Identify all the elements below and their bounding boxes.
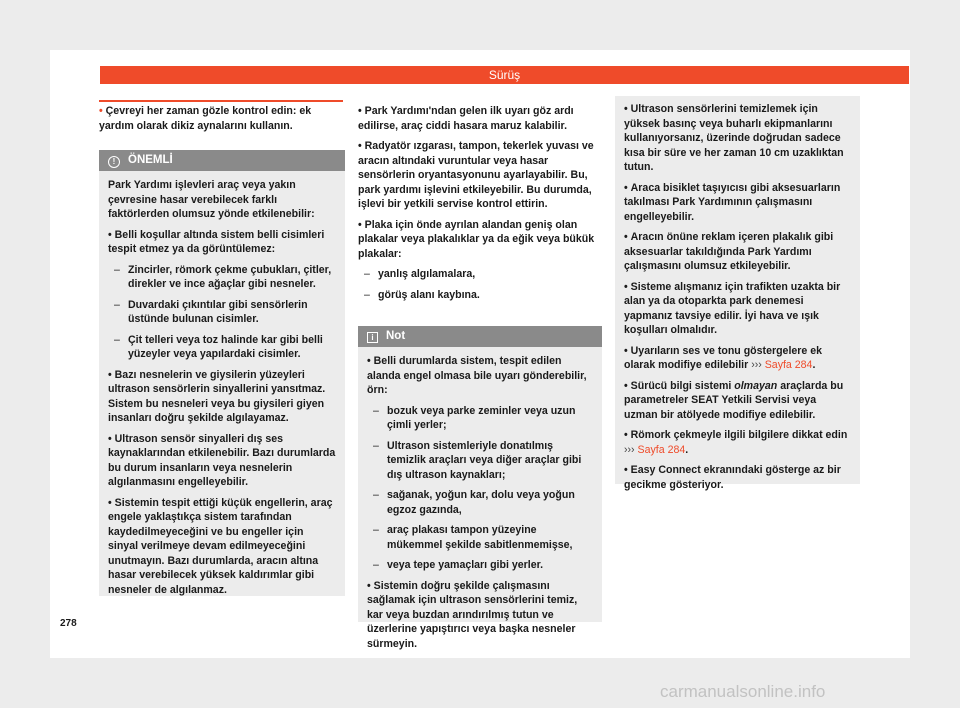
note-box [358,326,602,650]
intro-block [99,104,345,139]
intro-text: • Çevreyi her zaman gözle kontrol edin: ek yardım olarak dikiz aynalarını kullanın. [99,104,345,133]
emphasis-text: olmayan [734,379,778,392]
list-item: – Ultrason sistemleriyle donatılmış temizlik araçları veya diğer araçlar gibi dış ultrason kaynakları; [367,439,593,483]
list-item: • Radyatör ızgarası, tampon, tekerlek yuvası ve aracın altındaki vuruntular veya hasar sensörlerin oryantasyonunu ayarlayabilir. Bu, park yardımı işlevini etkileyebilir. Bu durumda, işlevi bir yetkili servise kontrol ettirin. [358,139,602,212]
list-item: • Sisteme alışmanız için trafikten uzakta bir alan ya da otoparkta park denemesi yapmanız tavsiye edilir. İyi hava ve ışık koşulları olmalıdır. [624,280,851,338]
list-item: • Plaka için önde ayrılan alandan geniş olan plakalar veya plakalıklar ya da eğik veya bükük plakalar: [358,218,602,262]
note-box-title-bar [358,326,602,347]
page-link[interactable]: Sayfa 284 [637,443,686,456]
list-item: • Belli koşullar altında sistem belli cisimleri tespit etmez ya da görüntülemez: [108,228,336,257]
middle-column [358,104,602,308]
warning-icon: ! [108,156,120,168]
list-item-text: Römork çekmeyle ilgili bilgilere dikkat edin [630,429,848,441]
list-item: • Bazı nesnelerin ve giysilerin yüzeyleri ultrason sensörlerin sinyallerini yansıtmaz. Sistem bu nesneleri veya bu giysileri giyen insanları doğru şekilde algılayamaz. [108,368,336,426]
right-box [615,96,860,491]
list-item: – görüş alanı kaybına. [358,288,602,303]
list-item: – sağanak, yoğun kar, dolu veya yoğun egzoz gazında, [367,488,593,517]
divider [99,100,343,102]
list-item: • Römork çekmeyle ilgili bilgilere dikkat edin ››› Sayfa 284. [624,428,851,457]
page-number: 278 [60,618,77,629]
list-item-text: Sürücü bilgi sistemi [630,379,735,392]
note-title: Not [386,330,406,342]
section-header: Sürüş [100,66,909,84]
list-item: • Ultrason sensör sinyalleri dış ses kaynaklarından etkilenebilir. Bazı durumlarda bu durum insanların veya nesnelerin algılanmasını engelleyebilir. [108,432,336,490]
list-item: – Çit telleri veya toz halinde kar gibi belli yüzeyler veya yapılardaki cisimler. [108,333,336,362]
list-item-text: Uyarıların ses ve tonu göstergelere ek olarak modifiye edilebilir [624,344,823,371]
list-item: • Sistemin doğru şekilde çalışmasını sağlamak için ultrason sensörlerini temiz, kar veya buzdan arındırılmış tutun ve üzerlerine yapıştırıcı veya başka nesneler sürmeyin. [367,579,593,652]
list-item: – Duvardaki çıkıntılar gibi sensörlerin üstünde bulunan cisimler. [108,298,336,327]
info-icon: i [367,332,378,343]
important-title: ÖNEMLİ [128,154,173,166]
list-item-text: araçlarda bu parametreler SEAT Yetkili Servisi veya uzman bir atölyede modifiye edilebilir. [624,379,844,421]
list-item: • Aracın önüne reklam içeren plakalık gibi aksesuarlar takıldığında Park Yardımı çalışmasını olumsuz etkileyebilir. [624,230,851,274]
list-item: • Sistemin tespit ettiği küçük engellerin, araç engele yaklaştıkça sistem tarafından kaydedilmeyeceğini ve bu engeller için sinyal verilmeye devam edilmeyeceğini unutmayın. Bazı durumlarda, aracın altına hasar verebilecek yüksek kaldırımlar gibi nesneler de algılanmaz. [108,496,336,598]
watermark: carmanualsonline.info [660,682,826,701]
list-item: • Park Yardımı'ndan gelen ilk uyarı göz ardı edilirse, araç ciddi hasara maruz kalabilir. [358,104,602,133]
list-item: • Araca bisiklet taşıyıcısı gibi aksesuarların takılması Park Yardımının çalışmasını engelleyebilir. [624,181,851,225]
arrow-icon: ››› [751,359,762,371]
list-item: – Zincirler, römork çekme çubukları, çitler, direkler ve ince ağaçlar gibi nesneler. [108,263,336,292]
list-item: • Ultrason sensörlerini temizlemek için yüksek basınç veya buharlı ekipmanlarını kullanıyorsanız, üzerinde doğrudan sadece kısa bir süre ve her zaman 10 cm uzaklıktan tutun. [624,102,851,175]
important-paragraph: Park Yardımı işlevleri araç veya yakın çevresine hasar verebilecek farklı faktörlerden olumsuz yönde etkilenebilir: [108,179,315,220]
right-body [624,102,851,498]
page-link[interactable]: Sayfa 284 [764,359,813,371]
list-item [624,379,851,423]
list-item: – araç plakası tampon yüzeyine mükemmel şekilde sabitlenmemişse, [367,523,593,552]
list-item: • Easy Connect ekranındaki gösterge az bir gecikme gösteriyor. [624,463,851,492]
arrow-icon: ››› [624,443,635,456]
list-item: – bozuk veya parke zeminler veya uzun çimli yerler; [367,404,593,433]
important-body [108,178,336,603]
list-item: – yanlış algılamalara, [358,267,602,282]
list-item: • Belli durumlarda sistem, tespit edilen alanda engel olmasa bile uyarı gönderebilir, örn: [367,354,593,398]
note-body [367,354,593,657]
list-item: • Uyarıların ses ve tonu göstergelere ek olarak modifiye edilebilir ››› Sayfa 284. [624,344,851,373]
list-item: – veya tepe yamaçları gibi yerler. [367,558,593,573]
important-box [99,150,345,596]
important-box-title-bar [99,150,345,171]
